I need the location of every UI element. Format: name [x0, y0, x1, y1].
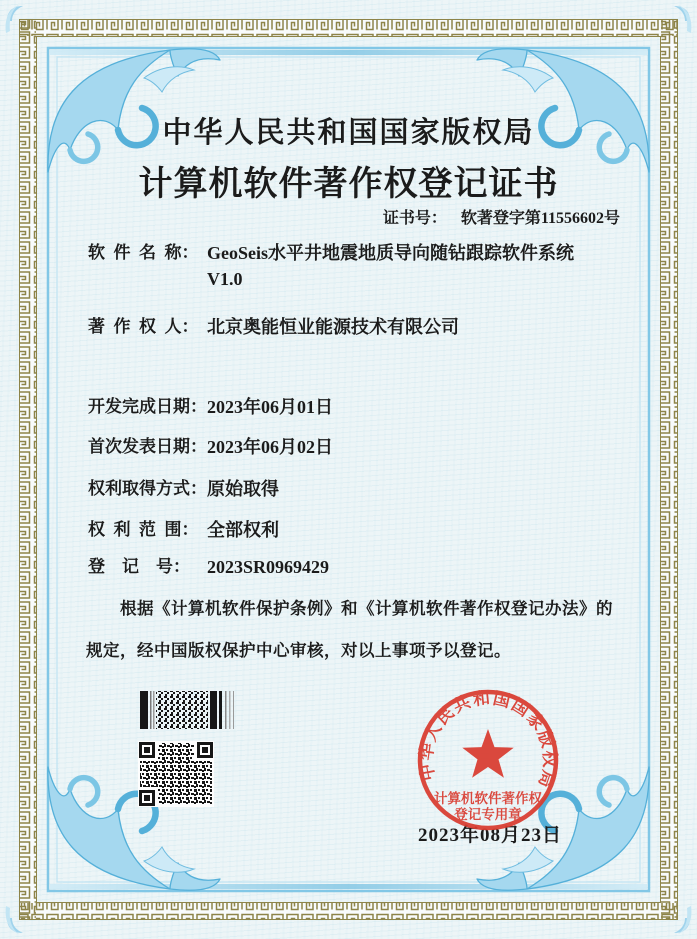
- field-label: 著 作 权 人：: [88, 317, 199, 336]
- field-label: 软 件 名 称：: [88, 243, 199, 262]
- certificate-title: 计算机软件著作权登记证书: [138, 166, 559, 203]
- field-row-software-name: [88, 240, 574, 292]
- official-seal-stamp: [412, 684, 564, 836]
- field-label: 登 记 号：: [88, 557, 190, 576]
- field-value: 2023年06月02日: [207, 437, 333, 457]
- issuer-title: 中华人民共和国国家版权局: [162, 117, 535, 149]
- field-label: 权利取得方式：: [88, 479, 207, 498]
- field-value: [207, 240, 574, 292]
- field-value: 2023SR0969429: [207, 557, 330, 577]
- seal-line2: 登记专用章: [454, 807, 522, 822]
- field-value: 2023年06月01日: [207, 397, 333, 417]
- issue-date: 2023年08月23日: [417, 825, 562, 846]
- field-row-registration-number: [88, 554, 329, 580]
- software-name-line1: GeoSeis水平井地震地质导向随钻跟踪软件系统: [207, 243, 574, 263]
- field-row-first-publish-date: [88, 434, 333, 460]
- software-name-line2: V1.0: [207, 269, 243, 289]
- field-row-rights-scope: [88, 517, 279, 543]
- qr-code-image: [138, 741, 214, 807]
- field-row-dev-complete-date: [88, 394, 333, 420]
- seal-line1: 计算机软件著作权: [434, 791, 542, 806]
- field-value: 北京奥能恒业能源技术有限公司: [207, 317, 459, 337]
- barcode-image: [140, 690, 248, 730]
- seal-ring-text: 中华人民共和国国家版权局: [416, 688, 560, 792]
- field-label: 权 利 范 围：: [88, 520, 199, 539]
- field-label: 首次发表日期：: [88, 437, 207, 456]
- certificate-number-line: [0, 205, 620, 228]
- field-value: 原始取得: [207, 479, 279, 499]
- field-value: 全部权利: [207, 520, 279, 540]
- field-label: 开发完成日期：: [88, 397, 207, 416]
- certificate-number-label: 证书号：: [382, 210, 447, 227]
- field-row-acquisition-method: [88, 476, 279, 502]
- registration-statement: 根据《计算机软件保护条例》和《计算机软件著作权登记办法》的规定，经中国版权保护中心审核，对以上事项予以登记。: [86, 599, 613, 660]
- certificate-number-value: 软著登字第11556602号: [460, 210, 620, 227]
- star-icon: [462, 729, 513, 778]
- field-row-copyright-owner: [88, 314, 459, 340]
